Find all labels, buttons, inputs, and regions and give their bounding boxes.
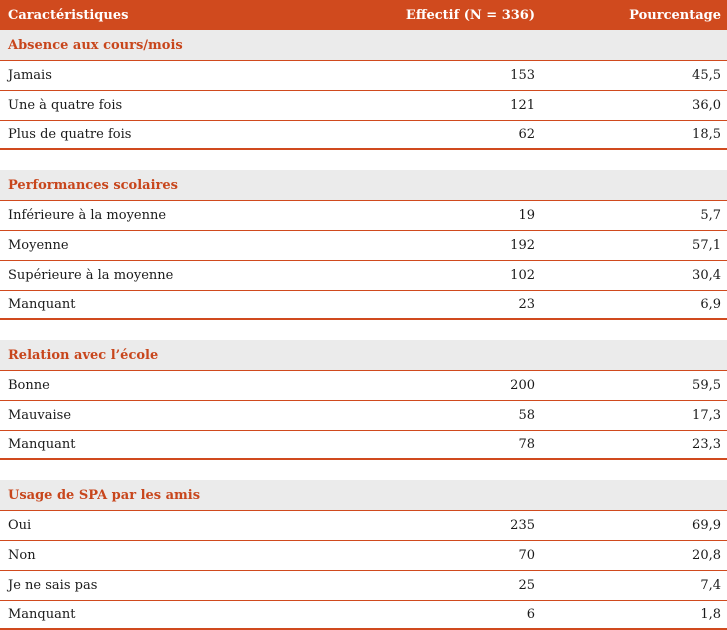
row-percentage: 20,8 bbox=[692, 548, 721, 563]
row-count: 153 bbox=[510, 68, 535, 83]
row-percentage: 69,9 bbox=[692, 518, 721, 533]
table-header bbox=[0, 0, 727, 30]
row-count: 23 bbox=[518, 297, 535, 312]
row-count: 121 bbox=[510, 98, 535, 113]
row-percentage: 45,5 bbox=[692, 68, 721, 83]
table-row bbox=[0, 90, 727, 120]
table-row bbox=[0, 290, 727, 320]
group-title: Usage de SPA par les amis bbox=[0, 480, 727, 510]
row-count: 19 bbox=[518, 208, 535, 223]
row-count: 200 bbox=[510, 378, 535, 393]
table-row bbox=[0, 540, 727, 570]
header-percentage: Pourcentage bbox=[629, 7, 721, 23]
row-label: Manquant bbox=[8, 437, 76, 452]
row-count: 235 bbox=[510, 518, 535, 533]
table-row bbox=[0, 570, 727, 600]
header-characteristics: Caractéristiques bbox=[8, 7, 129, 23]
table-row bbox=[0, 600, 727, 630]
group-spacer bbox=[0, 150, 727, 170]
row-label: Non bbox=[8, 548, 36, 563]
row-count: 102 bbox=[510, 268, 535, 283]
row-percentage: 6,9 bbox=[700, 297, 721, 312]
group-spacer bbox=[0, 320, 727, 340]
row-count: 78 bbox=[518, 437, 535, 452]
table-row bbox=[0, 400, 727, 430]
row-label: Moyenne bbox=[8, 238, 69, 253]
row-percentage: 36,0 bbox=[692, 98, 721, 113]
row-percentage: 57,1 bbox=[692, 238, 721, 253]
row-label: Une à quatre fois bbox=[8, 98, 123, 113]
group-title: Absence aux cours/mois bbox=[0, 30, 727, 60]
row-percentage: 17,3 bbox=[692, 408, 721, 423]
row-percentage: 18,5 bbox=[692, 127, 721, 142]
row-percentage: 1,8 bbox=[700, 607, 721, 622]
table-row bbox=[0, 260, 727, 290]
table-body bbox=[0, 30, 727, 630]
row-label: Inférieure à la moyenne bbox=[8, 208, 167, 223]
row-count: 6 bbox=[526, 607, 535, 622]
row-percentage: 30,4 bbox=[692, 268, 721, 283]
row-count: 62 bbox=[518, 127, 535, 142]
table-row bbox=[0, 370, 727, 400]
row-label: Plus de quatre fois bbox=[8, 127, 132, 142]
row-label: Mauvaise bbox=[8, 408, 72, 423]
row-count: 25 bbox=[518, 578, 535, 593]
row-label: Supérieure à la moyenne bbox=[8, 268, 174, 283]
group-spacer bbox=[0, 460, 727, 480]
row-percentage: 23,3 bbox=[692, 437, 721, 452]
header-count: Effectif (N = 336) bbox=[405, 7, 535, 23]
group-title: Relation avec l’école bbox=[0, 340, 727, 370]
row-percentage: 5,7 bbox=[700, 208, 721, 223]
row-label: Bonne bbox=[8, 378, 50, 393]
row-label: Manquant bbox=[8, 607, 76, 622]
row-count: 70 bbox=[518, 548, 535, 563]
row-count: 58 bbox=[518, 408, 535, 423]
row-label: Manquant bbox=[8, 297, 76, 312]
row-label: Jamais bbox=[8, 68, 52, 83]
table-row bbox=[0, 430, 727, 460]
table-row bbox=[0, 120, 727, 150]
row-count: 192 bbox=[510, 238, 535, 253]
row-percentage: 7,4 bbox=[700, 578, 721, 593]
row-percentage: 59,5 bbox=[692, 378, 721, 393]
table-row bbox=[0, 230, 727, 260]
group-title: Performances scolaires bbox=[0, 170, 727, 200]
table-row bbox=[0, 200, 727, 230]
table-row bbox=[0, 60, 727, 90]
row-label: Je ne sais pas bbox=[8, 578, 98, 593]
table-row bbox=[0, 510, 727, 540]
row-label: Oui bbox=[8, 518, 32, 533]
